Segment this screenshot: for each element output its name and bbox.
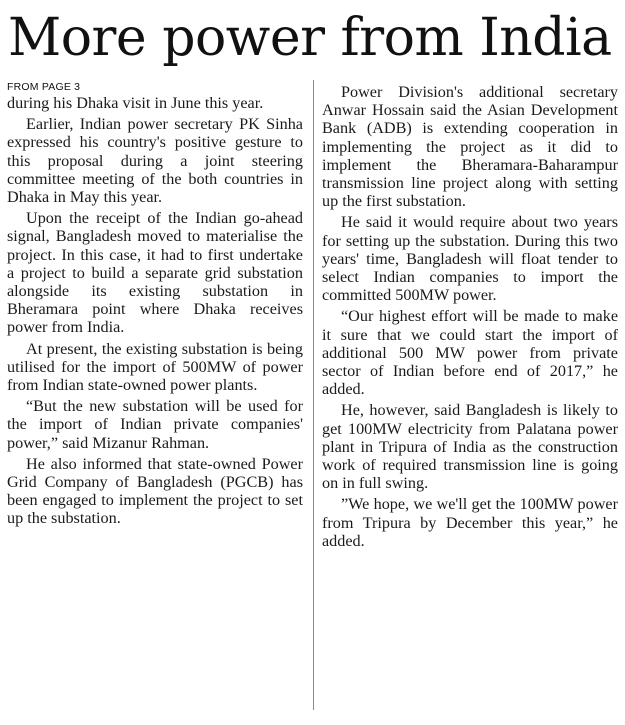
right-column (322, 83, 618, 553)
paragraph: Upon the receipt of the Indian go-ahead signal, Bangladesh moved to materialise the project. In this case, it had to first undertake a project to build a separate grid substation alongside its existing substation in Bheramara point where Dhaka receives power from India. (7, 209, 303, 337)
paragraph: He said it would require about two years for setting up the substation. During this two years' time, Bangladesh will float tender to select Indian companies to import the committed 500MW power. (322, 213, 618, 305)
jump-line: FROM PAGE 3 (7, 81, 81, 93)
paragraph: during his Dhaka visit in June this year. (7, 94, 264, 112)
paragraph: Power Division's additional secretary Anwar Hossain said the Asian Development Bank (ADB) is extending cooperation in implementing the project as it did to implement the Bheramara-Baharampur transmission line project along with setting up the first substation. (322, 83, 618, 211)
paragraph: “But the new substation will be used for the import of Indian private companies' power,” said Mizanur Rahman. (7, 397, 303, 452)
paragraph: ”We hope, we we'll get the 100MW power from Tripura by December this year,” he added. (322, 495, 618, 550)
paragraph: He also informed that state-owned Power Grid Company of Bangladesh (PGCB) has been engaged to implement the project to set up the substation. (7, 454, 303, 528)
paragraph: At present, the existing substation is being utilised for the import of 500MW of power from Indian state-owned power plants. (7, 339, 303, 395)
column-divider (313, 80, 314, 710)
left-column (7, 80, 303, 531)
paragraph: He, however, said Bangladesh is likely to get 100MW electricity from Palatana power plant in Tripura of India as the construction work of required transmission line is going on in full swing. (322, 401, 618, 493)
headline: More power from India (8, 8, 612, 68)
paragraph: “Our highest effort will be made to make it sure that we could start the import of additional 500 MW power from private sector of Indian before end of 2017,” he added. (322, 307, 618, 399)
paragraph: Earlier, Indian power secretary PK Sinha expressed his country's positive gesture to this proposal during a joint steering committee meeting of the both countries in Dhaka in May this year. (7, 115, 303, 207)
